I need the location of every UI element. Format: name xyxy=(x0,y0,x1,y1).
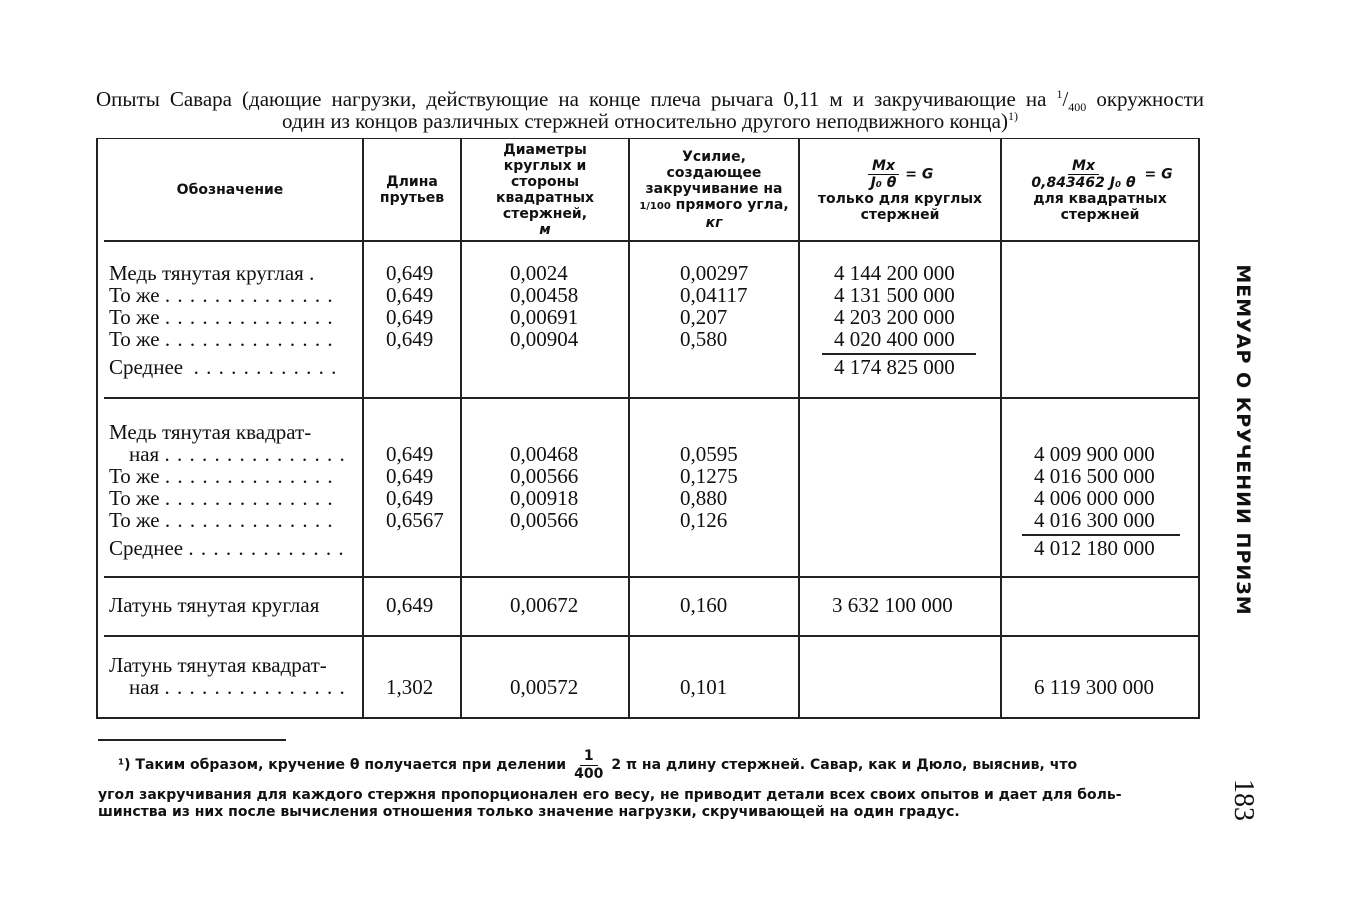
group4-length: 1,302 xyxy=(386,675,434,699)
header-designation: Обозначение xyxy=(176,182,284,198)
row-label: То же xyxy=(109,283,160,307)
group2-lengths: 0,649 0,649 0,649 0,6567 xyxy=(386,442,444,532)
g-square-mean: 4 012 180 000 xyxy=(1034,536,1155,560)
savart-experiments-table xyxy=(96,138,1200,719)
column-rule xyxy=(1198,138,1200,719)
group4-diameter: 0,00572 xyxy=(510,675,579,699)
table-caption: Опыты Савара (дающие нагрузки, действующие на конце плеча рычага 0,11 м и закручивающие на $^1/_{400}$ окружности один из концов различных стержней относительно другого неподвижного конца)$^{1)}$ xyxy=(96,87,1205,133)
group1-labels: Медь тянутая круглая . То же . . . . . . . . . . . . . . То же . . . . . . . . . . . . . . То же . . . . . . . . . . . . . . Среднее . . . . . . . . . . . . xyxy=(109,262,359,378)
header-rule xyxy=(104,240,1200,242)
group2-diameters: 0,00468 0,00566 0,00918 0,00566 xyxy=(510,442,579,532)
row-label: Медь тянутая квадрат- xyxy=(109,420,312,444)
row-label: ная xyxy=(129,442,160,466)
g-square-formula: $\frac{Mx}{\text{0,843462 J₀ θ}}$ xyxy=(1031,157,1136,191)
header-g-square: $\frac{Mx}{\text{0,843462 J₀ θ}}$ = G для квадратных стержней xyxy=(1002,140,1198,240)
group4-force: 0,101 xyxy=(680,675,728,699)
row-label: То же xyxy=(109,486,160,510)
group3-g-round: 3 632 100 000 xyxy=(832,593,953,617)
row-label: Медь тянутая круглая . xyxy=(109,261,315,285)
group2-forces: 0,0595 0,1275 0,880 0,126 xyxy=(680,442,738,532)
table-top-rule xyxy=(96,138,1200,139)
footnote-mark: ¹) xyxy=(118,757,131,773)
group3-length: 0,649 xyxy=(386,593,434,617)
caption-line1: Опыты Савара (дающие нагрузки, действующие на конце плеча рычага 0,11 м и закручивающие на xyxy=(96,87,1057,111)
mean-rule xyxy=(1022,534,1180,536)
group1-g-round: 4 144 200 000 4 131 500 000 4 203 200 000 4 020 400 000 4 174 825 000 xyxy=(834,261,955,379)
running-title: МЕМУАР О КРУЧЕНИИ ПРИЗМ xyxy=(1232,264,1254,616)
page-number: 183 xyxy=(1228,779,1259,821)
mean-rule xyxy=(822,353,976,355)
group2-g-square: 4 009 900 000 4 016 500 000 4 006 000 000 4 016 300 000 4 012 180 000 xyxy=(1034,442,1155,560)
g-round-mean: 4 174 825 000 xyxy=(834,355,955,379)
row-label: Среднее xyxy=(109,536,184,560)
row-label: То же xyxy=(109,305,160,329)
group2-labels: Медь тянутая квадрат- ная . . . . . . . . . . . . . . . То же . . . . . . . . . . . . . . То же . . . . . . . . . . . . . . То же . . . . . . . . . . . . . . Среднее . . . . . . . . . . . . . xyxy=(109,421,359,559)
group1-diameters: 0,0024 0,00458 0,00691 0,00904 xyxy=(510,261,579,351)
group4-g-square: 6 119 300 000 xyxy=(1034,675,1154,699)
group3-force: 0,160 xyxy=(680,593,728,617)
group-divider xyxy=(104,635,1200,637)
group3-label: Латунь тянутая круглая xyxy=(109,593,320,617)
group-divider xyxy=(104,397,1200,399)
footnote-reference: 1) xyxy=(1007,109,1018,123)
row-label: Латунь тянутая квадрат- xyxy=(109,653,327,677)
row-label: То же xyxy=(109,327,160,351)
row-label: ная xyxy=(129,675,160,699)
footnote-rule xyxy=(98,739,286,741)
row-label: То же xyxy=(109,508,160,532)
footnote-fraction: $\frac{1}{400}$ xyxy=(574,748,604,782)
header-g-round: $\frac{Mx}{\text{J₀ θ}}$ = G только для круглых стержней xyxy=(817,157,983,223)
group1-lengths: 0,649 0,649 0,649 0,649 xyxy=(386,261,434,351)
header-force: Усилие, создающее закручивание на 1/100 прямого угла, кг xyxy=(639,149,789,231)
header-length: Длина прутьев xyxy=(379,174,445,206)
row-label: То же xyxy=(109,464,160,488)
g-round-formula: $\frac{Mx}{\text{J₀ θ}}$ xyxy=(867,158,901,191)
caption-line2: один из концов различных стержней относительно другого неподвижного конца) xyxy=(282,109,1008,133)
header-diameter: Диаметры круглых и стороны квадратных стержней, м xyxy=(495,142,595,238)
group-divider xyxy=(104,576,1200,578)
group3-diameter: 0,00672 xyxy=(510,593,579,617)
footnote: ¹) Таким образом, кручение θ получается при делении $\frac{1}{400}$ 2 π на длину стержней. Савар, как и Дюло, выяснив, что угол закручивания для каждого стержня пропорционален его весу, не приводит детали всех своих опытов и дает для боль- шинства из них после вычисления отношения только значение нагрузки, скручивающей на один градус. xyxy=(98,748,1122,820)
table-bottom-rule xyxy=(96,717,1200,719)
group4-labels: Латунь тянутая квадрат- ная . . . . . . . . . . . . . . . xyxy=(109,654,363,698)
row-label: Среднее xyxy=(109,355,184,379)
group1-forces: 0,00297 0,04117 0,207 0,580 xyxy=(680,261,749,351)
